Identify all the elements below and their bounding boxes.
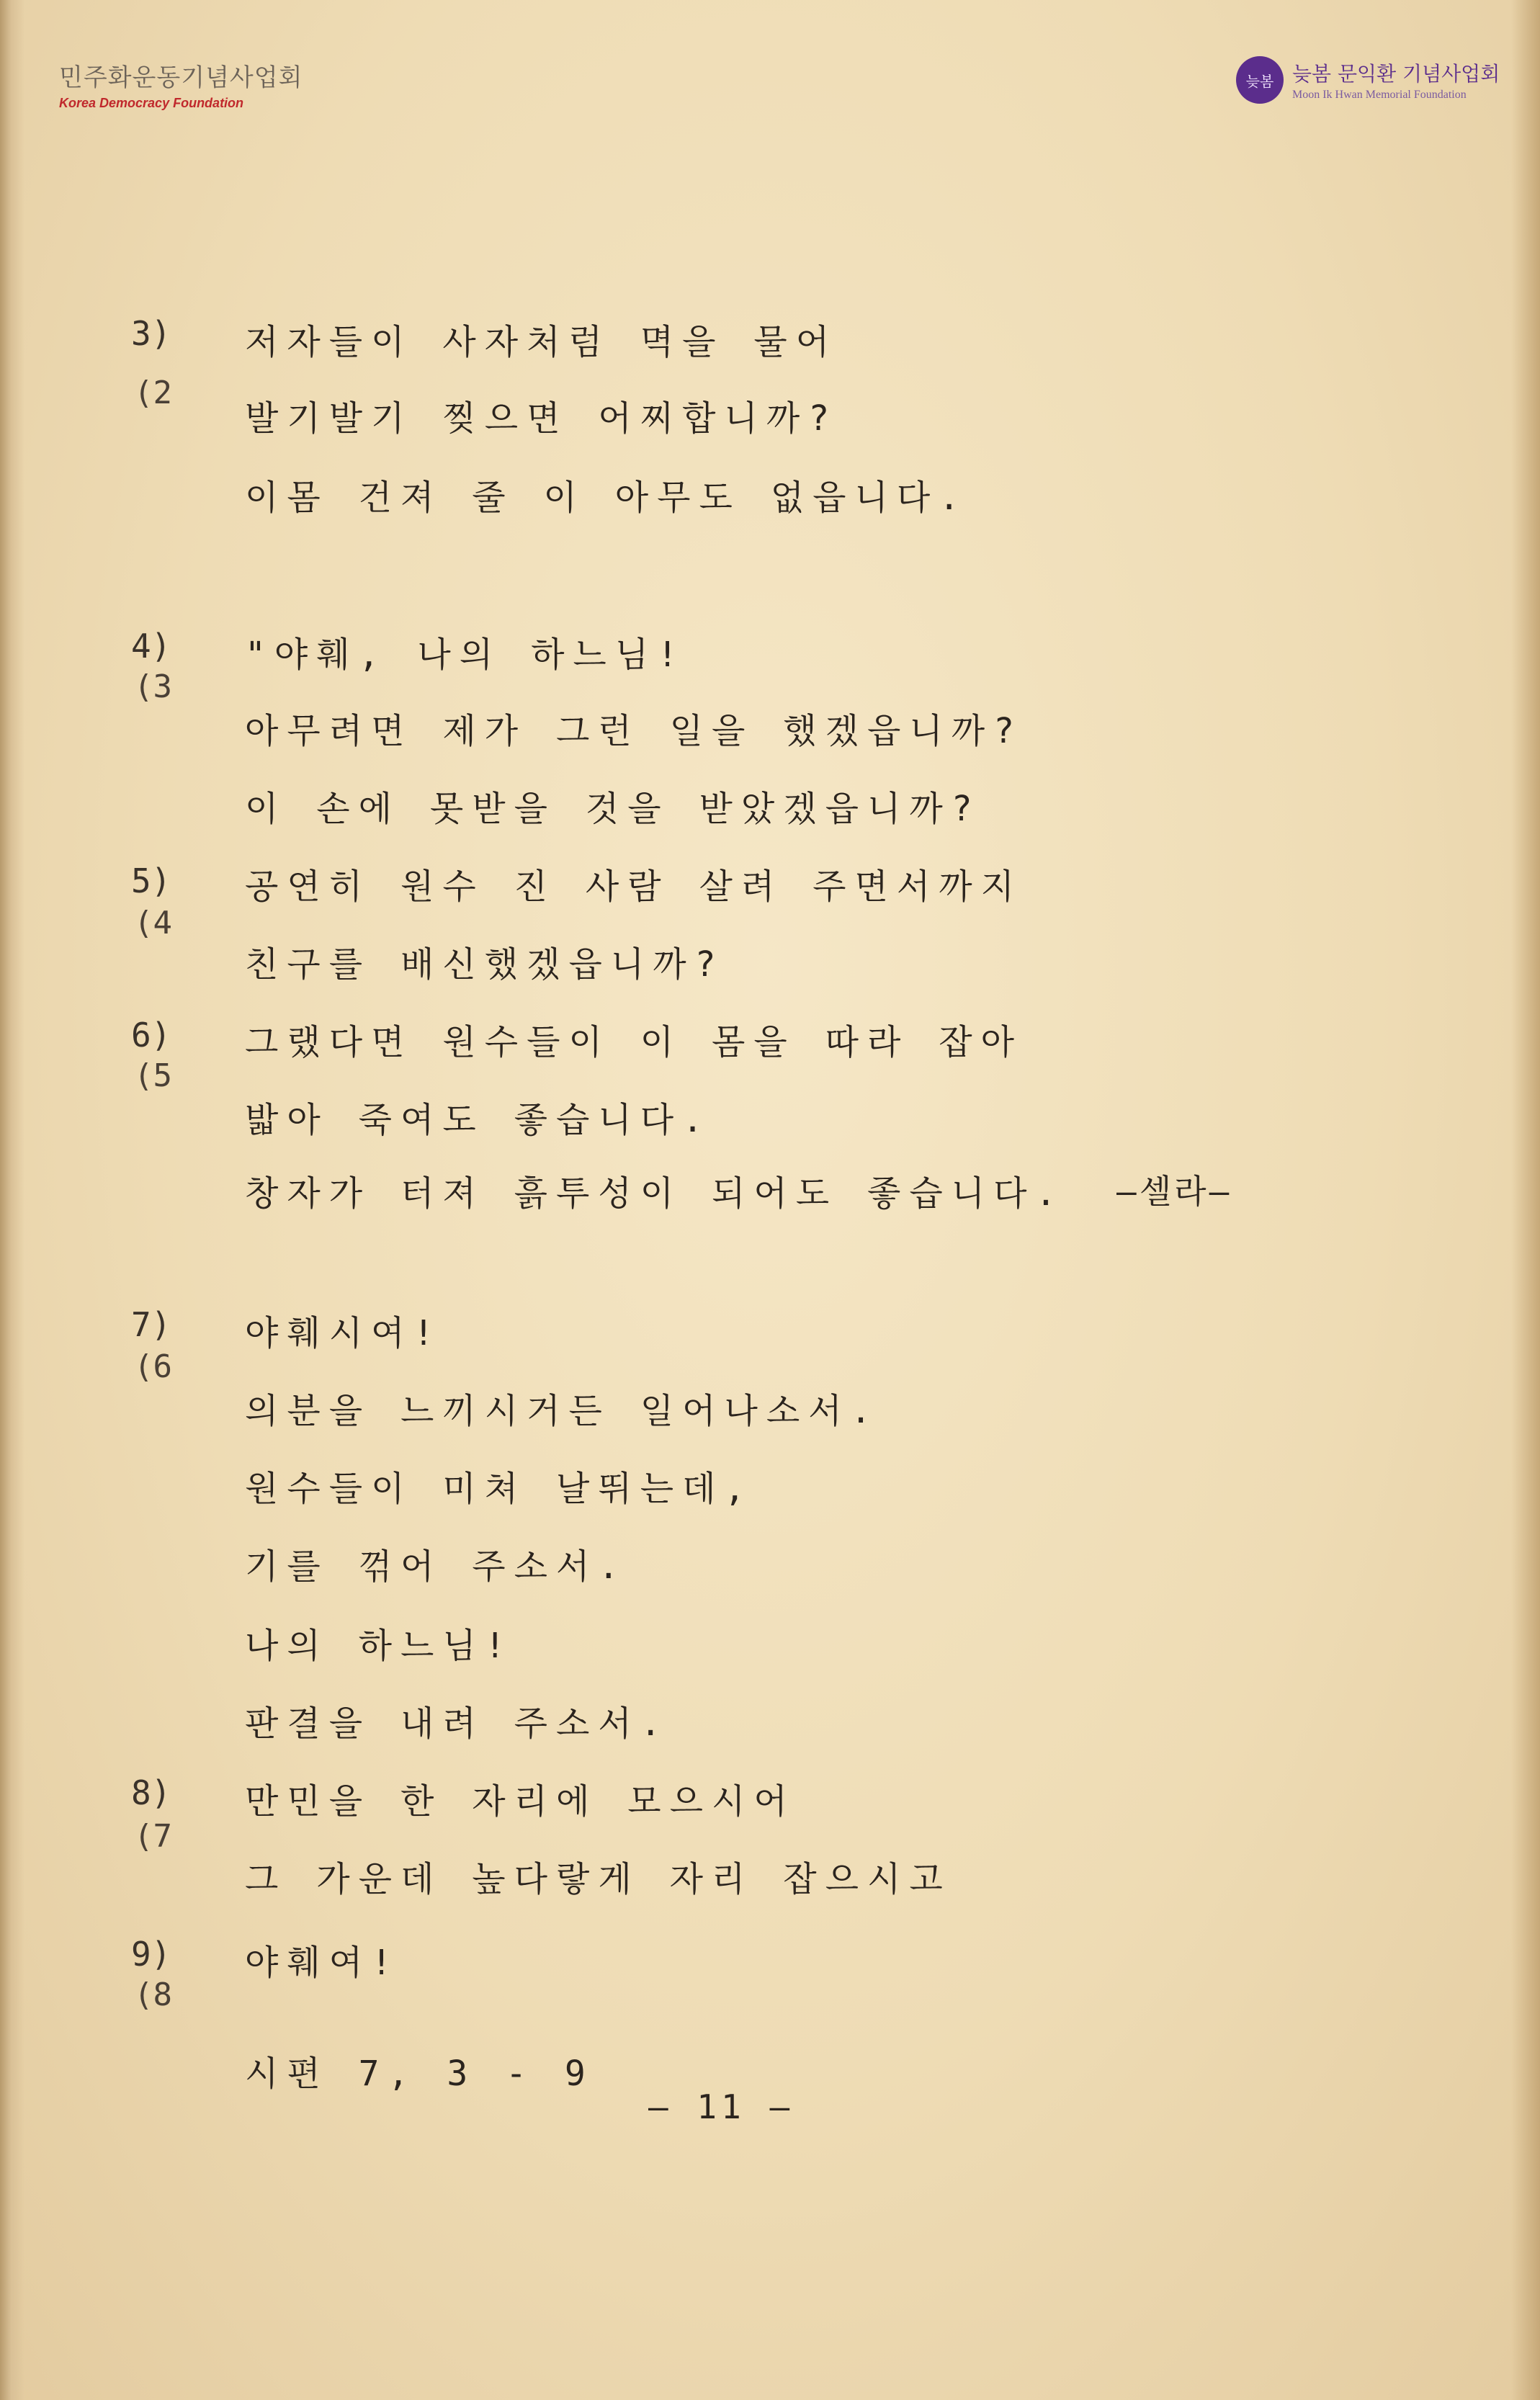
- neutbom-seal-icon: [1236, 56, 1284, 104]
- verse-number-alt: (6: [134, 1348, 172, 1385]
- paper-left-edge: [0, 0, 24, 2400]
- text-line: 판결을 내려 주소서.: [245, 1703, 670, 1744]
- moon-ik-hwan-foundation-logo: [1236, 56, 1500, 104]
- verse-number-alt: (5: [134, 1057, 172, 1094]
- text-line: 이 손에 못받을 것을 받았겠읍니까?: [245, 789, 981, 829]
- verse-number-alt: (7: [134, 1818, 172, 1855]
- verse-number: 5): [131, 861, 171, 900]
- text-line: 나의 하느님!: [245, 1626, 514, 1666]
- text-line: 야훼시여!: [245, 1313, 443, 1353]
- logo-right-english: Moon Ik Hwan Memorial Foundation: [1292, 89, 1467, 101]
- verse-number: 7): [131, 1305, 171, 1344]
- verse-number: 4): [131, 627, 171, 666]
- scripture-reference: 시편 7, 3 - 9: [245, 2054, 594, 2094]
- text-line: 아무려면 제가 그런 일을 했겠읍니까?: [245, 711, 1024, 751]
- selah-marker: —셀라—: [1116, 1172, 1232, 1211]
- text-line: 발기발기 찢으면 어찌합니까?: [245, 398, 838, 439]
- logo-left-english: Korea Democracy Foundation: [59, 96, 244, 110]
- text-line: 야훼여!: [245, 1943, 401, 1983]
- text-line: 창자가 터져 흙투성이 되어도 좋습니다.: [245, 1173, 1065, 1214]
- text-line: 기를 꺾어 주소서.: [245, 1546, 628, 1587]
- text-line: 그 가운데 높다랗게 자리 잡으시고: [245, 1859, 952, 1899]
- text-line: 원수들이 미쳐 날뛰는데,: [245, 1469, 754, 1509]
- verse-number: 8): [131, 1773, 171, 1812]
- text-line: 공연히 원수 진 사람 살려 주면서까지: [245, 867, 1024, 907]
- text-line: 저자들이 사자처럼 멱을 물어: [245, 322, 838, 362]
- verse-number: 6): [131, 1016, 171, 1055]
- logo-right-korean: 늦봄 문익환 기념사업회: [1292, 62, 1500, 86]
- logo-left-korean: 민주화운동기념사업회: [59, 63, 303, 92]
- korea-democracy-foundation-logo: [59, 58, 303, 111]
- verse-number-alt: (2: [134, 375, 172, 411]
- verse-number: 3): [131, 314, 171, 353]
- text-line: "야훼, 나의 하느님!: [245, 635, 687, 675]
- seal-text: 늦봄: [1245, 72, 1274, 90]
- paper-right-edge: [1511, 0, 1540, 2400]
- verse-number-alt: (3: [134, 668, 172, 705]
- verse-number-alt: (8: [134, 1976, 172, 2013]
- text-line: 밟아 죽여도 좋습니다.: [245, 1100, 712, 1140]
- text-line: 친구를 배신했겠읍니까?: [245, 944, 725, 985]
- page-number: — 11 —: [648, 2087, 794, 2126]
- text-line: 만민을 한 자리에 모으시어: [245, 1781, 796, 1822]
- verse-number-alt: (4: [134, 905, 172, 941]
- text-line: 그랬다면 원수들이 이 몸을 따라 잡아: [245, 1022, 1024, 1062]
- text-line: 의분을 느끼시거든 일어나소서.: [245, 1391, 880, 1431]
- text-line: 이몸 건져 줄 이 아무도 없읍니다.: [245, 478, 969, 518]
- verse-number: 9): [131, 1935, 171, 1974]
